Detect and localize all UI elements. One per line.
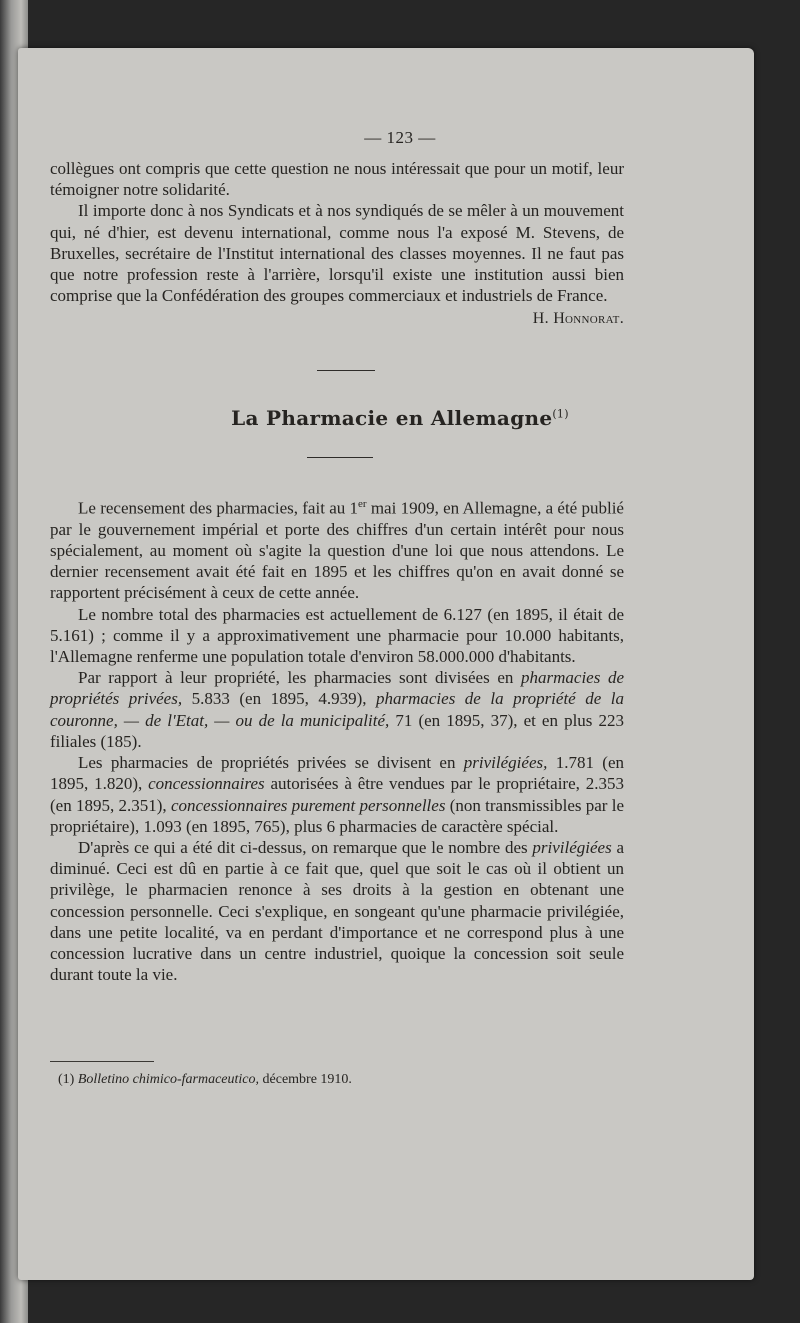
section-title-text: La Pharmacie en Allemagne xyxy=(231,406,553,430)
article-paragraph-2: Le nombre total des pharmacies est actuellement de 6.127 (en 1895, il était de 5.161) ; comme il y a approximativement une pharmacie pour 10.000 habitants, l'Allemagne renferme une population totale d'environ 58.000.000 d'habitants. xyxy=(50,604,624,667)
intro-text-block xyxy=(50,158,624,329)
article-paragraph-5: D'après ce qui a été dit ci-dessus, on remarque que le nombre des privilégiées a diminué. Ceci est dû en partie à ce fait que, quel que soit le cas où il obtient un privilège, le pharmacien renonce à ses droits à la gestion en obtenant une concession personnelle. Ceci s'explique, en songeant qu'une pharmacie privilégiée, dans une petite localité, va en perdant d'importance et ne correspond plus à une concession lucrative dans un centre industriel, quoique la concession soit seule durant toute la vie. xyxy=(50,837,624,985)
footnote xyxy=(58,1071,352,1089)
page-number: — 123 — xyxy=(364,128,436,147)
intro-paragraph: Il importe donc à nos Syndicats et à nos syndiqués de se mêler à un mouvement qui, né d'hier, est devenu international, comme nous l'a exposé M. Stevens, de Bruxelles, secrétaire de l'Institut international des classes moyennes. Il ne faut pas que notre profession reste à l'arrière, lorsqu'il existe une institution aussi bien comprise que la Confédération des groupes commerciaux et industriels de France. xyxy=(50,201,624,306)
article-body xyxy=(50,494,624,985)
author-signature: H. Honnorat. xyxy=(532,310,624,328)
section-divider-top xyxy=(317,370,375,371)
article-paragraph-3: Par rapport à leur propriété, les pharmacies sont divisées en pharmacies de propriétés privées, 5.833 (en 1895, 4.939), pharmacies de la propriété de la couronne, — de l'Etat, — ou de la municipalité, 71 (en 1895, 37), et en plus 223 filiales (185). xyxy=(50,668,624,751)
footnote-divider xyxy=(50,1061,154,1062)
section-title xyxy=(0,406,800,430)
footnote-date: décembre 1910. xyxy=(259,1072,352,1087)
article-paragraph-4: Les pharmacies de propriétés privées se divisent en privilégiées, 1.781 (en 1895, 1.820), concessionnaires autorisées à être vendues par le propriétaire, 2.353 (en 1895, 2.351), concessionnaires purement personnelles (non transmissibles par le propriétaire), 1.093 (en 1895, 765), plus 6 pharmacies de caractère spécial. xyxy=(50,753,625,836)
footnote-reference: (1) xyxy=(552,407,569,421)
footnote-mark: (1) xyxy=(58,1072,75,1087)
footnote-source-title: Bolletino chimico-farmaceutico, xyxy=(77,1072,260,1087)
section-divider-bottom xyxy=(307,457,373,458)
intro-paragraph-continued: collègues ont compris que cette question ne nous intéressait que pour un motif, leur témoigner notre solidarité. xyxy=(50,159,624,200)
article-paragraph-1: Le recensement des pharmacies, fait au 1er mai 1909, en Allemagne, a été publié par le gouvernement impérial et porte des chiffres d'un certain intérêt pour nous spécialement, au moment où s'agite la question d'une loi que nous attendons. Le dernier recensement avait été fait en 1895 et les chiffres qu'on en avait donné se rapportent précisément à ceux de cette année. xyxy=(50,498,624,603)
